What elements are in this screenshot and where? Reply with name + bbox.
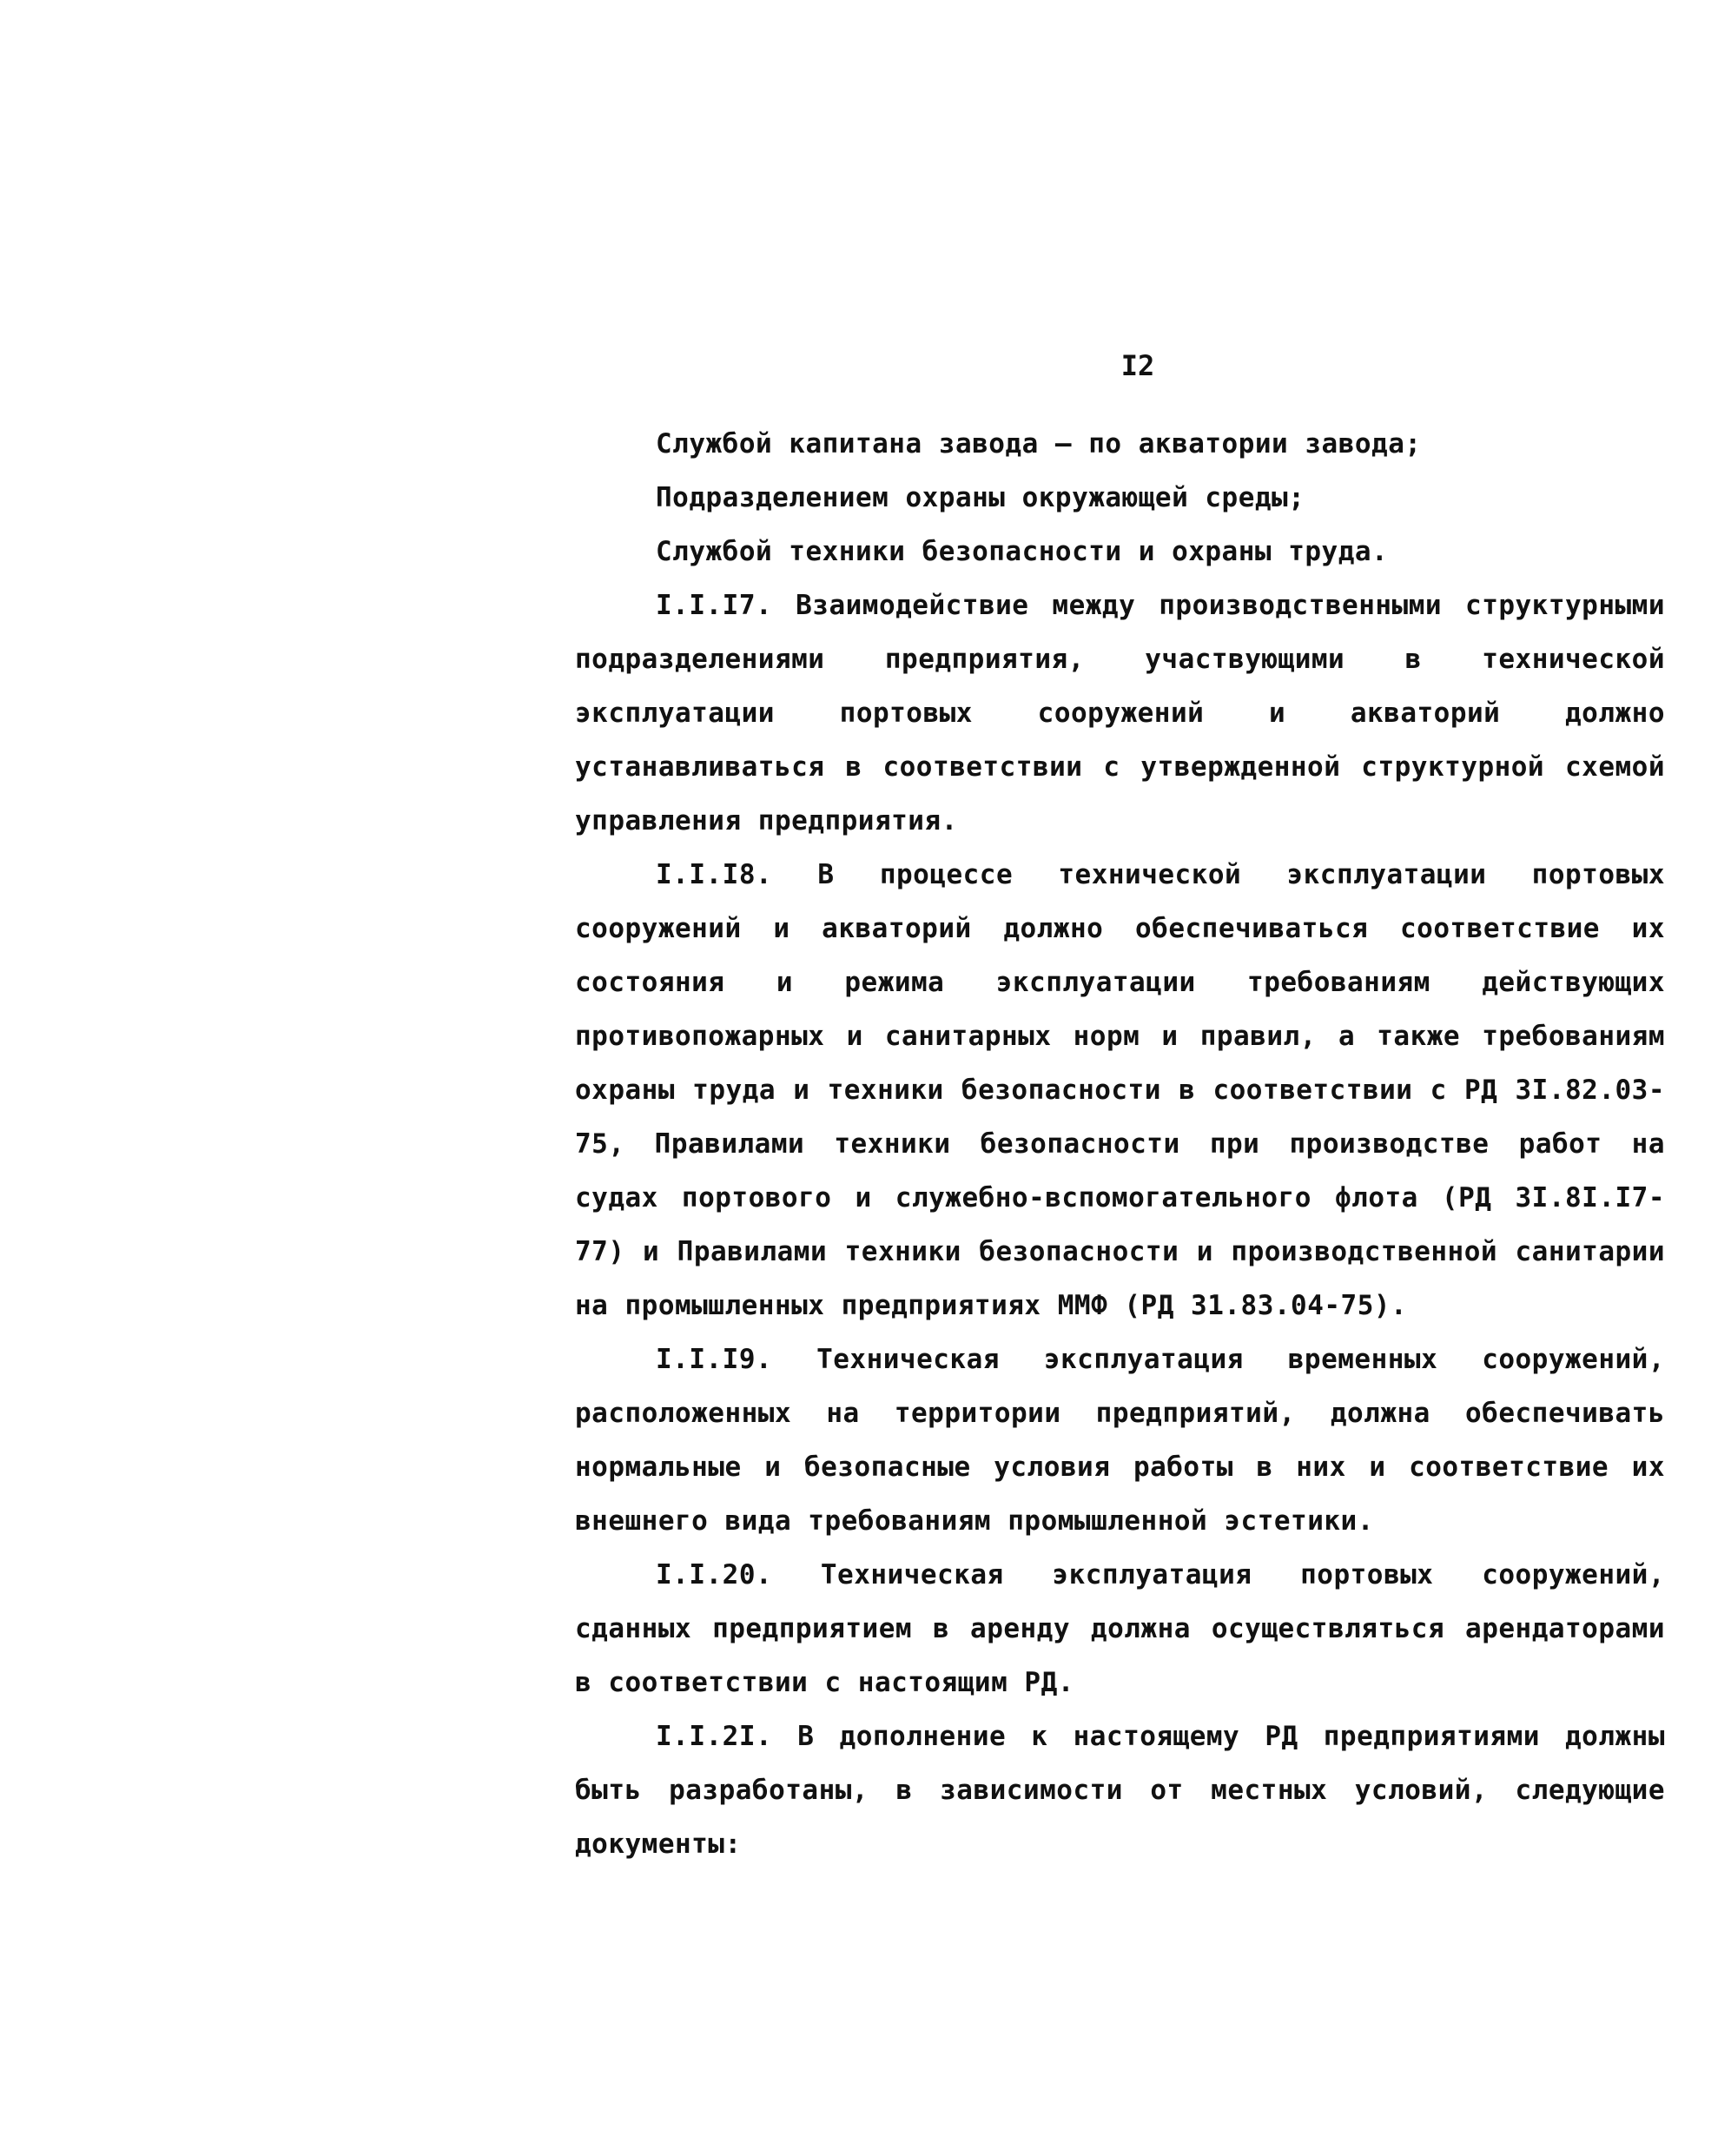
page-number-text: I2 (1120, 349, 1155, 382)
list-item: Службой капитана завода – по акватории завода; (656, 428, 1422, 460)
paragraph-1-1-21: I.I.2I. В дополнение к настоящему РД предприятиями должны быть разработаны, в зависимости от местных условий, следующие документы: (575, 1721, 1665, 1860)
list-item: Службой техники безопасности и охраны труда. (656, 536, 1389, 567)
document-body (575, 417, 1665, 1871)
page-number (0, 349, 1731, 382)
paragraph-1-1-20: I.I.20. Техническая эксплуатация портовых сооружений, сданных предприятием в аренду должна осуществляться арендаторами в соответствии с настоящим РД. (575, 1559, 1665, 1698)
paragraph-1-1-17: I.I.I7. Взаимодействие между производственными структурными подразделениями предприятия, участвующими в технической эксплуатации портовых сооружений и акваторий должно устанавливаться в соответствии с утвержденной структурной схемой управления предприятия. (575, 590, 1665, 837)
paragraph-1-1-19: I.I.I9. Техническая эксплуатация временных сооружений, расположенных на территории предприятий, должна обеспечивать нормальные и безопасные условия работы в них и соответствие их внешнего вида требованиям промышленной эстетики. (575, 1344, 1665, 1537)
list-item: Подразделением охраны окружающей среды; (656, 482, 1305, 513)
paragraph-1-1-18: I.I.I8. В процессе технической эксплуатации портовых сооружений и акваторий должно обеспечиваться соответствие их состояния и режима эксплуатации требованиям действующих противопожарных и санитарных норм и правил, а также требованиям охраны труда и техники безопасности в соответствии с РД 3I.82.03-75, Правилами техники безопасности при производстве работ на судах портового и служебно-вспомогательного флота (РД 3I.8I.I7-77) и Правилами техники безопасности и производственной санитарии на промышленных предприятиях ММФ (РД 31.83.04-75). (575, 859, 1665, 1321)
